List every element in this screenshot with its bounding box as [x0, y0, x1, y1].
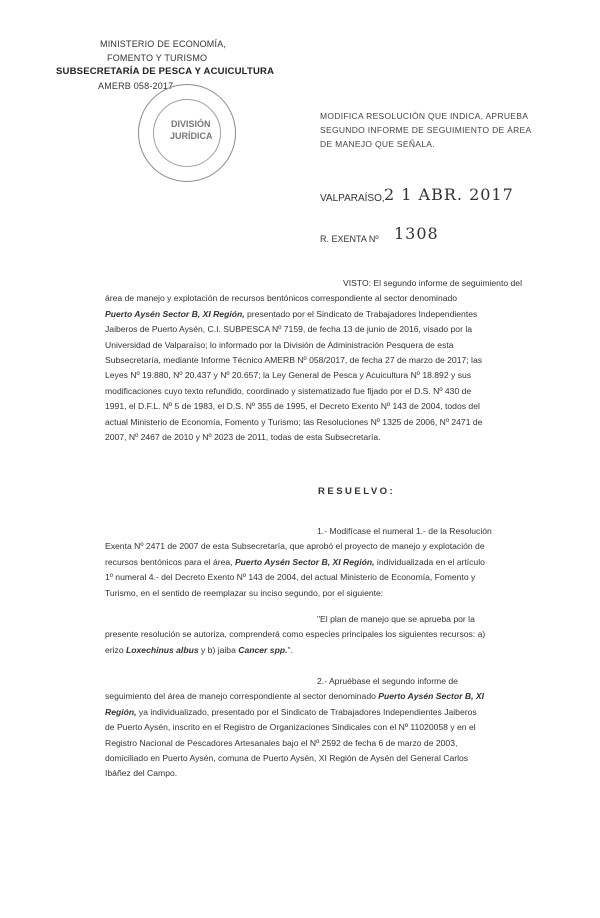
sector-name: Puerto Aysén Sector B, XI Región,	[105, 308, 245, 319]
article-1-line: 1.- Modifícase el numeral 1.- de la Resolución	[317, 526, 492, 536]
sector-name: Puerto Aysén Sector B, XI Región,	[234, 556, 375, 567]
visto-line: área de manejo y explotación de recursos bentónicos correspondiente al sector denominado	[105, 293, 458, 304]
quote-line	[105, 643, 537, 658]
visto-line: Jaiberos de Puerto Aysén, C.I. SUBPESCA Nº 7159, de fecha 13 de junio de 2016, visado por la	[105, 324, 473, 335]
article-2-line: 2.- Apruébase el segundo informe de	[317, 676, 458, 686]
article-2-line	[105, 689, 537, 704]
article-1-line: 1º numeral 4.- del Decreto Exento Nº 143 de 2004, del actual Ministerio de Economía, Fomento y	[105, 572, 476, 583]
division-juridica-stamp	[138, 84, 236, 182]
visto-line: modificaciones cuyo texto refundido, coordinado y sistematizado fue fijado por el D.S. Nº 430 de	[105, 385, 472, 396]
resuelvo-heading: RESUELVO:	[318, 486, 396, 497]
visto-line: actual Ministerio de Economía, Fomento y Turismo; las Resoluciones Nº 1325 de 2006, Nº 2471 de	[105, 416, 483, 427]
quoted-text	[105, 612, 537, 658]
quote-line: "El plan de manejo que se aprueba por la	[317, 614, 475, 624]
sector-name: Puerto Aysén Sector B, XI	[378, 691, 484, 702]
article-2-line: de Puerto Aysén, inscrito en el Registro de Organizaciones Sindicales con el Nº 11020058 y en el	[105, 722, 476, 733]
article-2-text: seguimiento del área de manejo correspondiente al sector denominado	[105, 691, 379, 702]
visto-line: 1991, el D.F.L. Nº 5 de 1983, el D.S. Nº 355 de 1995, el Decreto Exento Nº 143 de 2004, todos del	[105, 401, 480, 412]
visto-line: VISTO: El segundo informe de seguimiento del	[343, 278, 522, 288]
subject-line-1: MODIFICA RESOLUCIÓN QUE INDICA, APRUEBA	[320, 111, 529, 121]
article-1-line: Turismo, en el sentido de reemplazar su inciso segundo, por el siguiente:	[105, 587, 384, 598]
visto-line: Subsecretaría, mediante Informe Técnico AMERB Nº 058/2017, de fecha 27 de marzo de 2017; las	[105, 355, 483, 366]
quote-text: erizo	[105, 644, 127, 655]
stamp-text-juridica: JURÍDICA	[170, 131, 213, 141]
article-1	[105, 524, 537, 601]
article-2-line: domiciliado en Puerto Aysén, comuna de Puerto Aysén, XI Región de Aysén del General Carlos	[105, 753, 469, 764]
place: VALPARAÍSO,	[320, 193, 385, 204]
quote-text: y b) jaiba	[198, 644, 239, 655]
species-name: Cancer spp.	[238, 644, 288, 655]
article-2-line: Ibáñez del Campo.	[105, 768, 178, 779]
stamp-text-division: DIVISIÓN	[171, 119, 211, 129]
subject-line-2: SEGUNDO INFORME DE SEGUIMIENTO DE ÁREA	[320, 125, 532, 135]
article-2-line	[105, 705, 537, 720]
article-1-text: individualizada en el artículo	[374, 556, 485, 567]
visto-line: 2007, Nº 2467 de 2010 y Nº 2023 de 2011, todas de esta Subsecretaría.	[105, 432, 381, 443]
article-1-line: Exenta Nº 2471 de 2007 de esta Subsecretaría, que aprobó el proyecto de manejo y explotación de	[105, 541, 485, 552]
header-ministry-2: FOMENTO Y TURISMO	[107, 53, 208, 63]
visto-paragraph	[105, 276, 537, 445]
resolution-label: R. EXENTA Nº	[320, 234, 379, 244]
header-subsecretaria: SUBSECRETARÍA DE PESCA Y ACUICULTURA	[56, 66, 275, 77]
date: 2 1 ABR. 2017	[384, 185, 514, 204]
article-1-text: recursos bentónicos para el área,	[105, 556, 235, 567]
article-2-line: Registro Nacional de Pescadores Artesanales bajo el Nº 2592 de fecha 6 de marzo de 2003,	[105, 737, 458, 748]
header-ministry: MINISTERIO DE ECONOMÍA,	[100, 39, 227, 49]
visto-line	[105, 307, 537, 322]
subject-line-3: DE MANEJO QUE SEÑALA.	[320, 139, 435, 149]
visto-line: Universidad de Valparaíso; lo informado por la División de Administración Pesquera de esta	[105, 339, 454, 350]
quote-line: presente resolución se autoriza, comprenderá como especies principales los siguientes recursos: a)	[105, 629, 486, 640]
article-2	[105, 674, 537, 782]
article-1-line	[105, 555, 537, 570]
species-name: Loxechinus albus	[126, 644, 199, 655]
sector-name: Región,	[105, 706, 137, 717]
quote-text: ".	[287, 644, 293, 655]
header-amerb: AMERB 058-2017	[98, 81, 174, 91]
resolution-number: 1308	[394, 224, 439, 243]
article-2-text: ya individualizado, presentado por el Sindicato de Trabajadores Independientes Jaiberos	[136, 706, 477, 717]
visto-line: Leyes Nº 19.880, Nº 20.437 y Nº 20.657; la Ley General de Pesca y Acuicultura Nº 18.892 y sus	[105, 370, 472, 381]
visto-line-text: presentado por el Sindicato de Trabajadores Independientes	[244, 308, 478, 319]
